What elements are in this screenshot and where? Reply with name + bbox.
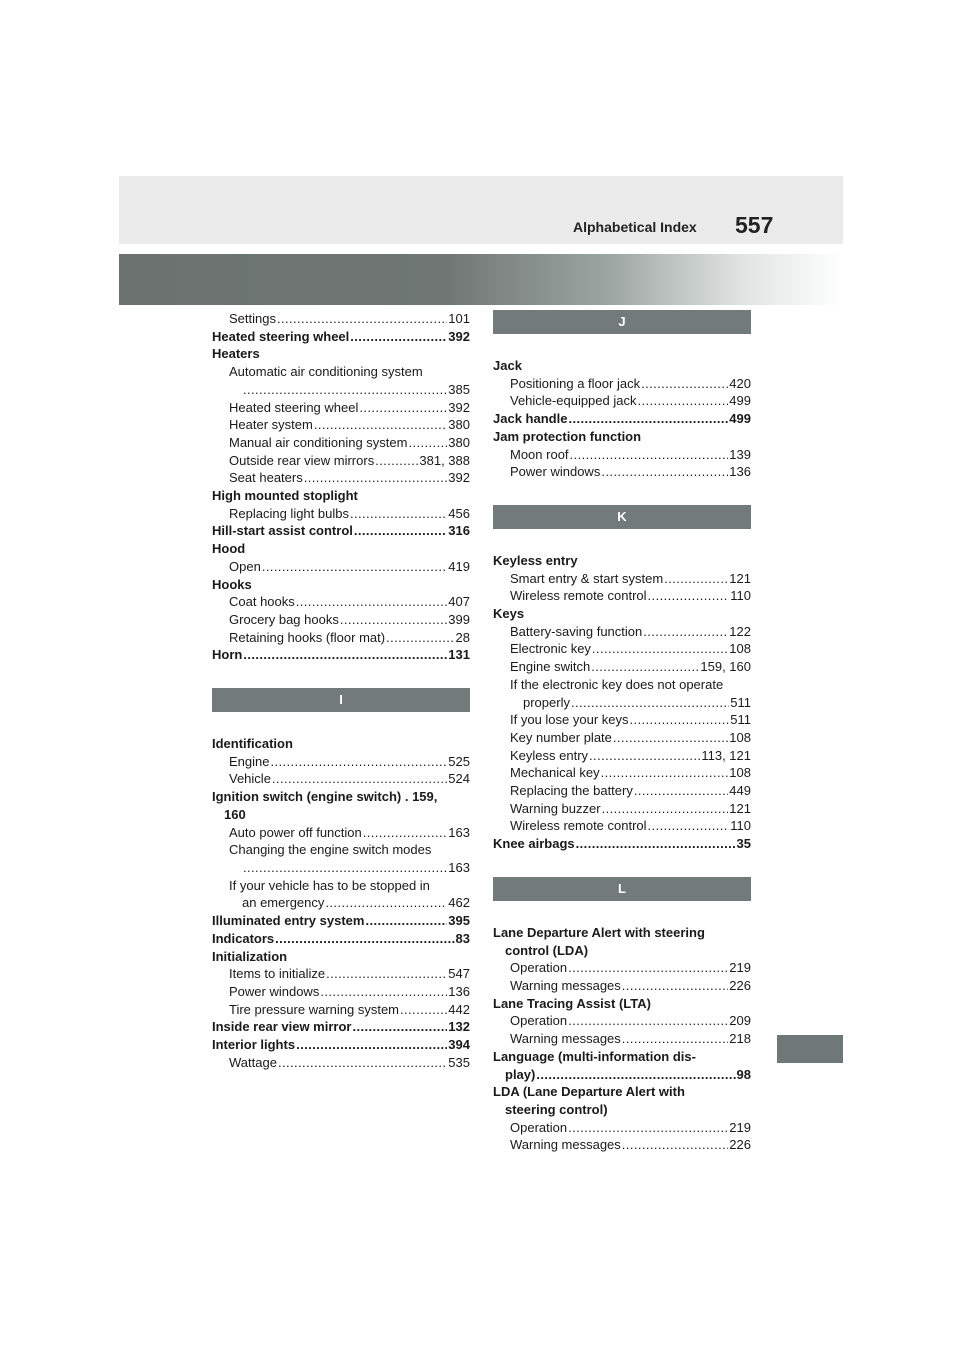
leader-dots <box>350 328 447 346</box>
leader-dots <box>641 375 728 393</box>
index-subentry <box>212 824 470 842</box>
section-title: Alphabetical Index <box>573 219 697 235</box>
page-reference[interactable]: 226 <box>729 1137 751 1153</box>
entry-label: Operation <box>510 960 568 976</box>
index-subentry <box>493 711 751 729</box>
index-entry <box>212 487 470 505</box>
leader-dots <box>664 570 728 588</box>
index-subentry <box>493 1066 751 1084</box>
index-entry <box>493 1083 751 1101</box>
page-reference[interactable]: 209 <box>729 1013 751 1029</box>
leader-dots <box>648 817 730 835</box>
index-column-right <box>493 310 751 1154</box>
entry-label: Heated steering wheel <box>229 399 359 415</box>
index-subentry <box>493 800 751 818</box>
leader-dots <box>592 640 728 658</box>
leader-dots <box>275 930 454 948</box>
leader-dots <box>568 1012 728 1030</box>
leader-dots <box>648 587 730 605</box>
page-reference[interactable]: 381, 388 <box>419 452 470 468</box>
page-reference[interactable]: 394 <box>448 1037 470 1053</box>
entry-label: Hooks <box>212 576 252 592</box>
entry-label: Heater system <box>229 417 313 433</box>
entry-label: Positioning a floor jack <box>510 375 641 391</box>
entry-label: Keyless entry <box>493 552 578 568</box>
index-subentry <box>493 942 751 960</box>
entry-label: Power windows <box>510 464 601 480</box>
leader-dots <box>326 965 447 983</box>
leader-dots <box>270 753 447 771</box>
page-reference[interactable]: 449 <box>729 783 751 799</box>
leader-dots <box>630 711 730 729</box>
index-entry <box>493 605 751 623</box>
leader-dots <box>643 623 728 641</box>
entry-label: Keyless entry <box>510 747 589 763</box>
entry-label: Jack <box>493 358 522 373</box>
entry-label: If the electronic key does not operate <box>510 676 724 692</box>
leader-dots <box>576 835 736 853</box>
index-column-left <box>212 310 470 1071</box>
leader-dots <box>400 1001 447 1019</box>
leader-dots <box>601 463 728 481</box>
entry-label: Engine <box>229 753 270 769</box>
page-reference[interactable]: 392 <box>448 328 470 344</box>
leader-dots <box>589 747 700 765</box>
page-reference[interactable]: 83 <box>455 930 470 946</box>
entry-label: control (LDA) <box>505 942 589 958</box>
leader-dots <box>365 912 447 930</box>
leader-dots: . <box>401 789 413 805</box>
entry-label: Jam protection function <box>493 428 642 444</box>
leader-dots <box>340 611 447 629</box>
index-subentry <box>493 676 751 694</box>
index-subentry <box>493 570 751 588</box>
index-subentry <box>212 611 470 629</box>
entry-label: Key number plate <box>510 729 612 745</box>
leader-dots <box>634 782 728 800</box>
decorative-gradient-bar <box>119 254 843 305</box>
page-reference[interactable]: 132 <box>448 1019 470 1035</box>
index-subentry <box>493 1136 751 1154</box>
chapter-side-tab <box>777 1035 843 1063</box>
page-reference[interactable]: 159, <box>412 789 438 805</box>
entry-label: Heated steering wheel <box>212 328 350 344</box>
entry-label: Wireless remote control <box>510 818 647 834</box>
entry-label: Illuminated entry system <box>212 913 365 929</box>
index-subentry <box>212 753 470 771</box>
entry-label: Warning messages <box>510 1137 621 1153</box>
entry-label: Initialization <box>212 948 288 964</box>
entry-label: Warning buzzer <box>510 800 601 816</box>
page-reference[interactable]: 139 <box>729 446 751 462</box>
page-reference[interactable]: 511 <box>730 694 751 710</box>
leader-dots <box>272 770 447 788</box>
entry-label: 160 <box>224 806 246 822</box>
page-reference[interactable]: 121 <box>729 570 751 586</box>
leader-dots <box>408 434 447 452</box>
entry-label: Retaining hooks (floor mat) <box>229 629 386 645</box>
page-reference[interactable]: 399 <box>448 611 470 627</box>
leader-dots <box>277 310 447 328</box>
entry-label: Grocery bag hooks <box>229 611 339 627</box>
entry-label: Language (multi-information dis- <box>493 1048 696 1064</box>
index-subentry <box>493 446 751 464</box>
entry-label: Battery-saving function <box>510 623 643 639</box>
index-entry <box>493 552 751 570</box>
leader-dots <box>304 469 448 487</box>
index-subentry <box>493 1030 751 1048</box>
entry-label: Knee airbags <box>493 836 575 852</box>
page-reference[interactable]: 218 <box>729 1031 751 1047</box>
entry-label: Manual air conditioning system <box>229 434 408 450</box>
index-subentry <box>493 463 751 481</box>
entry-label: Wireless remote control <box>510 588 647 604</box>
entry-label: Heaters <box>212 346 260 362</box>
index-subentry <box>493 764 751 782</box>
index-subentry <box>212 416 470 434</box>
index-subentry <box>493 375 751 393</box>
leader-dots <box>314 416 447 434</box>
entry-label: Warning messages <box>510 977 621 993</box>
leader-dots <box>637 392 728 410</box>
page-reference[interactable]: 511 <box>730 712 751 728</box>
entry-label: Engine switch <box>510 659 591 675</box>
entry-label: Hill-start assist control <box>212 523 353 539</box>
leader-dots <box>278 1054 447 1072</box>
leader-dots <box>571 694 729 712</box>
page-reference[interactable]: 395 <box>448 913 470 929</box>
index-entry <box>493 995 751 1013</box>
entry-label: Tire pressure warning system <box>229 1001 400 1017</box>
leader-dots <box>602 800 729 818</box>
index-subentry <box>212 399 470 417</box>
index-subentry <box>493 1101 751 1119</box>
index-subentry <box>212 877 470 895</box>
page-reference[interactable]: 499 <box>729 411 751 427</box>
leader-dots <box>325 894 447 912</box>
index-subentry <box>212 841 470 859</box>
index-subentry <box>493 640 751 658</box>
index-subentry <box>493 623 751 641</box>
page-reference[interactable]: 442 <box>448 1001 470 1017</box>
index-entry <box>493 428 751 446</box>
page-reference[interactable]: 136 <box>729 464 751 480</box>
entry-label: Identification <box>212 736 293 752</box>
page-reference[interactable]: 110 <box>730 818 751 834</box>
section-header-l: L <box>493 877 751 901</box>
index-subentry <box>212 593 470 611</box>
page-reference[interactable]: 420 <box>729 375 751 391</box>
entry-label: Replacing light bulbs <box>229 505 349 521</box>
index-subentry <box>493 747 751 765</box>
entry-label: Inside rear view mirror <box>212 1019 352 1035</box>
entry-label: LDA (Lane Departure Alert with <box>493 1084 685 1100</box>
index-entry <box>493 357 751 375</box>
page-reference[interactable]: 524 <box>448 771 470 787</box>
entry-label: Wattage <box>229 1054 277 1070</box>
leader-dots <box>350 505 447 523</box>
entry-label: High mounted stoplight <box>212 488 358 504</box>
index-subentry <box>493 817 751 835</box>
page-reference[interactable]: 525 <box>448 753 470 769</box>
index-subentry <box>212 770 470 788</box>
entry-label: Vehicle-equipped jack <box>510 393 637 409</box>
leader-dots <box>262 558 447 576</box>
page-reference[interactable]: 163 <box>448 824 470 840</box>
entry-label: Lane Tracing Assist (LTA) <box>493 995 651 1011</box>
page-reference[interactable]: 419 <box>448 558 470 574</box>
index-subentry <box>493 782 751 800</box>
index-subentry <box>493 587 751 605</box>
leader-dots <box>568 959 728 977</box>
index-subentry <box>212 434 470 452</box>
leader-dots <box>296 593 448 611</box>
index-subentry <box>212 469 470 487</box>
entry-label: Coat hooks <box>229 594 295 610</box>
entry-label: Power windows <box>229 983 320 999</box>
entry-label: Settings <box>229 311 276 326</box>
leader-dots <box>320 983 447 1001</box>
page-reference[interactable]: 219 <box>729 1119 751 1135</box>
leader-dots <box>591 658 699 676</box>
entry-label: play) <box>505 1066 536 1082</box>
entry-label: Outside rear view mirrors <box>229 452 375 468</box>
page-reference[interactable]: 113, 121 <box>701 747 751 763</box>
leader-dots <box>570 446 729 464</box>
index-subentry <box>212 1001 470 1019</box>
leader-dots <box>243 646 447 664</box>
page-reference[interactable]: 392 <box>448 470 470 486</box>
leader-dots <box>352 1018 447 1036</box>
leader-dots <box>363 824 448 842</box>
leader-dots <box>386 629 454 647</box>
index-subentry <box>493 1012 751 1030</box>
section-header-k: K <box>493 505 751 529</box>
page-reference[interactable]: 110 <box>730 588 751 604</box>
page-reference[interactable]: 462 <box>448 895 470 911</box>
index-subentry <box>493 658 751 676</box>
entry-label: Automatic air conditioning system <box>229 364 423 380</box>
index-entry <box>212 646 470 664</box>
page-number: 557 <box>735 212 774 238</box>
leader-dots <box>601 764 729 782</box>
page-reference[interactable]: 35 <box>736 836 751 852</box>
entry-label: Moon roof <box>510 446 569 462</box>
leader-dots <box>375 452 418 470</box>
index-subentry <box>212 363 470 381</box>
page-reference[interactable]: 98 <box>736 1066 751 1082</box>
index-entry <box>212 576 470 594</box>
index-entry <box>493 924 751 942</box>
page-reference[interactable]: 108 <box>729 765 751 781</box>
page-reference[interactable]: 499 <box>729 393 751 409</box>
leader-dots <box>354 522 447 540</box>
page-reference[interactable]: 226 <box>729 977 751 993</box>
page-reference[interactable]: 547 <box>448 966 470 982</box>
index-subentry <box>212 310 470 328</box>
leader-dots <box>568 1119 728 1137</box>
leader-dots <box>243 381 447 399</box>
index-subentry <box>212 859 470 877</box>
leader-dots <box>359 399 447 417</box>
index-subentry <box>493 392 751 410</box>
entry-label: Hood <box>212 541 246 557</box>
section-header-j: J <box>493 310 751 334</box>
index-entry <box>212 1036 470 1054</box>
entry-label: Electronic key <box>510 641 591 657</box>
index-entry <box>493 835 751 853</box>
entry-label: properly <box>523 694 570 710</box>
entry-label: Seat heaters <box>229 470 303 486</box>
index-subentry <box>212 1054 470 1072</box>
entry-label: Items to initialize <box>229 966 326 982</box>
page-reference[interactable]: 136 <box>448 983 470 999</box>
page-reference[interactable]: 407 <box>448 594 470 610</box>
index-entry <box>493 1048 751 1066</box>
page-reference[interactable]: 121 <box>729 800 751 816</box>
index-subentry <box>493 694 751 712</box>
page-reference[interactable]: 108 <box>729 729 751 745</box>
index-subentry <box>493 1119 751 1137</box>
page-reference[interactable]: 392 <box>448 399 470 415</box>
index-entry <box>212 328 470 346</box>
index-subentry <box>212 965 470 983</box>
page-reference[interactable]: 122 <box>729 623 751 639</box>
page-reference[interactable]: 380 <box>448 434 470 450</box>
entry-label: Keys <box>493 606 525 622</box>
entry-label: Smart entry & start system <box>510 570 664 586</box>
page-reference[interactable]: 101 <box>448 311 470 326</box>
index-subentry <box>212 894 470 912</box>
index-entry <box>212 948 470 966</box>
entry-label: Vehicle <box>229 771 271 787</box>
index-entry <box>212 1018 470 1036</box>
index-entry <box>212 522 470 540</box>
page-reference[interactable]: 535 <box>448 1054 470 1070</box>
index-subentry <box>212 452 470 470</box>
index-entry <box>212 788 470 806</box>
leader-dots <box>243 859 447 877</box>
index-subentry <box>212 806 470 824</box>
entry-label: Interior lights <box>212 1037 296 1053</box>
leader-dots <box>568 410 728 428</box>
leader-dots <box>613 729 728 747</box>
leader-dots <box>622 1030 729 1048</box>
index-subentry <box>212 629 470 647</box>
leader-dots <box>536 1066 735 1084</box>
page-reference[interactable]: 159, 160 <box>700 659 751 675</box>
entry-label: Lane Departure Alert with steering <box>493 924 705 940</box>
leader-dots <box>622 1136 729 1154</box>
entry-label: Auto power off function <box>229 824 362 840</box>
page-reference[interactable]: 385 <box>448 381 470 397</box>
page-reference[interactable]: 163 <box>448 859 470 875</box>
entry-label: Mechanical key <box>510 765 600 781</box>
index-subentry <box>493 729 751 747</box>
index-entry <box>212 735 470 753</box>
index-subentry <box>212 558 470 576</box>
index-subentry <box>212 983 470 1001</box>
entry-label: Horn <box>212 647 243 663</box>
page-reference[interactable]: 28 <box>455 629 470 645</box>
entry-label: Operation <box>510 1119 568 1135</box>
page-reference[interactable]: 316 <box>448 523 470 539</box>
page-reference[interactable]: 131 <box>448 647 470 663</box>
entry-label: Warning messages <box>510 1031 621 1047</box>
leader-dots <box>622 977 729 995</box>
entry-label: If you lose your keys <box>510 712 629 728</box>
entry-label: If your vehicle has to be stopped in <box>229 877 430 893</box>
entry-label: Operation <box>510 1013 568 1029</box>
page-reference[interactable]: 380 <box>448 417 470 433</box>
index-entry <box>212 930 470 948</box>
index-entry <box>212 540 470 558</box>
index-subentry <box>493 959 751 977</box>
entry-label: steering control) <box>505 1101 608 1117</box>
index-subentry <box>212 381 470 399</box>
index-entry <box>212 345 470 363</box>
index-subentry <box>212 505 470 523</box>
entry-label: Open <box>229 558 261 574</box>
entry-label: Ignition switch (engine switch) <box>212 789 402 805</box>
leader-dots <box>296 1036 447 1054</box>
page-reference[interactable]: 456 <box>448 505 470 521</box>
page-reference[interactable]: 219 <box>729 960 751 976</box>
index-entry <box>212 912 470 930</box>
entry-label: an emergency <box>242 895 325 911</box>
index-entry <box>493 410 751 428</box>
page-reference[interactable]: 108 <box>729 641 751 657</box>
entry-label: Jack handle <box>493 411 568 427</box>
entry-label: Indicators <box>212 930 275 946</box>
section-header-i: I <box>212 688 470 712</box>
index-subentry <box>493 977 751 995</box>
entry-label: Changing the engine switch modes <box>229 842 432 858</box>
entry-label: Replacing the battery <box>510 783 633 799</box>
